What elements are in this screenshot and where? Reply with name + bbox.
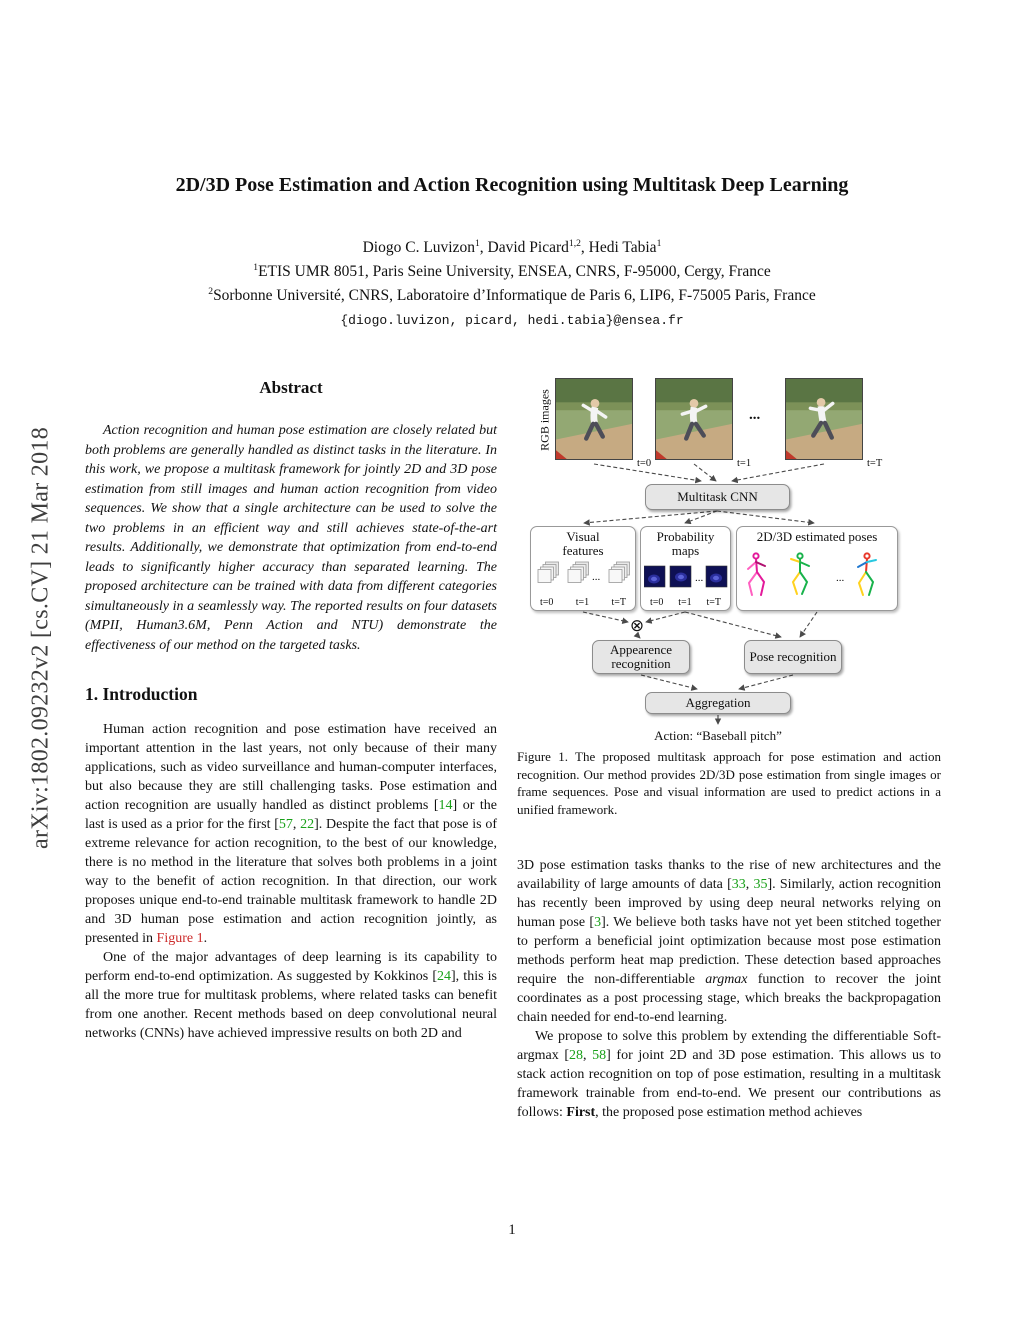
citation-link[interactable]: 57: [278, 817, 293, 832]
section-heading-introduction: 1. Introduction: [85, 684, 198, 704]
action-result-label: Action: “Baseball pitch”: [654, 728, 782, 743]
visual-features-title: Visual features: [562, 529, 604, 558]
abstract-heading: Abstract: [259, 378, 323, 397]
heatmaps-ellipsis: ...: [694, 572, 703, 584]
citation-link[interactable]: 33: [731, 877, 746, 892]
paper-header: [85, 172, 939, 328]
citation-link[interactable]: 35: [753, 877, 768, 892]
text-segment: ], this is all the more true for multitask problems, where related tasks can benefit from one another. Recent methods based on deep convolutional neural networks (CNNs) have achieved impressive results on both 2D and: [85, 969, 498, 1041]
arxiv-watermark: arXiv:1802.09232v2 [cs.CV] 21 Mar 2018: [27, 426, 54, 850]
text-segment: , the proposed pose estimation method achieves: [595, 1105, 863, 1120]
text-segment: We propose to solve this problem by extending the differentiable Soft-argmax [: [517, 1029, 941, 1063]
text-segment: ]. Similarly, action recognition has recently been improved by using deep neural networks relying on human pose [: [517, 877, 942, 930]
text-segment: First: [566, 1105, 596, 1120]
multitask-cnn-box: Multitask CNN: [645, 484, 790, 510]
pose-skeletons: [742, 548, 892, 604]
citation-link[interactable]: 22: [300, 817, 315, 832]
rgb-frame-thumbnail-t1: [655, 378, 733, 460]
citation-link[interactable]: 3: [594, 915, 602, 930]
figure-1: [517, 374, 941, 746]
text-segment: ]. We believe both tasks have not yet been stitched together to perform a beneficial joint optimization because most pose estimation methods perform heat map prediction. These detection based approaches require the non-differentiable: [517, 915, 941, 987]
frames-ellipsis: ...: [749, 407, 761, 423]
text-segment: function to recover the joint coordinates as a post processing stage, which breaks the backpropagation chain needed for end-to-end learning.: [517, 972, 941, 1025]
text-segment: Human action recognition and pose estimation have received an important attention in the last years, not only because of their many applications, such as video surveillance and human-computer interfaces, but also because they are still challenging tasks. Pose estimation and action recognition are usually handled as distinct problems [: [85, 722, 497, 813]
right-column-paragraph-2: [517, 1027, 941, 1122]
frame-time-label-t1: t=1: [737, 458, 752, 469]
timestep-label: t=0: [650, 597, 664, 608]
right-column-paragraph-1: [517, 856, 941, 1027]
visual-features-ticks: [535, 597, 631, 608]
page-number: 1: [508, 1222, 516, 1238]
figure-reference[interactable]: Figure 1: [156, 931, 204, 946]
text-segment: ] or the last is used as a prior for the first [: [85, 798, 497, 832]
heatmap-thumbnails: [644, 564, 728, 590]
probability-maps-box: [640, 526, 731, 611]
introduction-paragraph-1: [85, 720, 497, 948]
rgb-frame-thumbnail-t0: [555, 378, 633, 460]
text-segment: 1: [656, 237, 662, 249]
text-segment: 1,2: [568, 237, 581, 249]
text-segment: Diogo C. Luvizon: [362, 239, 475, 256]
timestep-label: t=T: [706, 597, 721, 608]
timestep-label: t=1: [575, 597, 590, 608]
text-segment: ]. Despite the fact that pose is of extreme relevance for action recognition, to the best of our knowledge, there is no method in the literature that solves both problems in a joint way to the benefit of action recognition. In that direction, our work proposes unique end-to-end trainable multitask framework to handle 2D and 3D human pose estimation and action recognition jointly, as presented in: [85, 817, 497, 946]
estimated-poses-art: [742, 544, 892, 609]
visual-features-art: [535, 557, 631, 597]
estimated-poses-title: 2D/3D estimated poses: [756, 529, 878, 544]
introduction-paragraph-2: [85, 948, 497, 1043]
authors-line: [85, 236, 939, 260]
timestep-label: t=T: [611, 597, 626, 608]
text-segment: .: [203, 931, 208, 946]
text-segment: One of the major advantages of deep learning is its capability to perform end-to-end optimization. As suggested by Kokkinos [: [85, 950, 497, 984]
text-segment: argmax: [705, 972, 748, 987]
appearance-recognition-box: Appearence recognition: [592, 640, 690, 674]
text-segment: ,: [292, 817, 301, 832]
rgb-frame-thumbnail-tT: [785, 378, 863, 460]
text-segment: 3D pose estimation tasks thanks to the rise of new architectures and the availability of large amounts of data [: [517, 858, 941, 892]
text-segment: 1: [253, 261, 259, 273]
right-column: [517, 374, 941, 1122]
probability-maps-ticks: [645, 597, 726, 608]
abstract-text: Action recognition and human pose estimation are closely related but both problems are generally handled as distinct tasks in the literature. In this work, we propose a multitask framework for jointly 2D and 3D pose estimation from still images and human action recognition from video sequences. We show that a single architecture can be used to solve the two problems in an efficient way and still achieves state-of-the-art results. Additionally, we demonstrate that optimization from end-to-end leads to significantly higher accuracy than separated learning. The proposed architecture can be trained with data from different categories simultaneously in a seamlessly way. The reported results on four datasets (MPII, Human3.6M, Penn Action and NTU) demonstrate the effectiveness of our method on the targeted tasks.: [85, 423, 497, 653]
text-segment: Sorbonne Université, CNRS, Laboratoire d’Informatique de Paris 6, LIP6, F-75005 Paris, France: [213, 286, 816, 304]
poses-ellipsis: ...: [836, 571, 845, 584]
text-segment: 1: [474, 237, 480, 249]
text-segment: ,: [583, 1048, 593, 1063]
timestep-label: t=1: [678, 597, 692, 608]
baseball-frame-art: [556, 379, 632, 459]
affiliation-2: [85, 284, 939, 308]
citation-link[interactable]: 58: [592, 1048, 607, 1063]
text-segment: ETIS UMR 8051, Paris Seine University, ENSEA, CNRS, F-95000, Cergy, France: [258, 263, 771, 280]
timestep-label: t=0: [540, 597, 554, 608]
feature-maps-ellipsis: ...: [592, 571, 601, 583]
baseball-frame-art: [786, 379, 862, 459]
figure-1-caption: Figure 1. The proposed multitask approach for pose estimation and action recognition. Our method provides 2D/3D pose estimation from single images or frame sequences. Pose and visual information are used to predict actions in a unified framework.: [517, 749, 941, 817]
frame-time-label-t0: t=0: [637, 458, 652, 469]
probability-maps-art: [644, 557, 728, 597]
rgb-images-label: RGB images: [537, 389, 552, 451]
citation-link[interactable]: 28: [569, 1048, 584, 1063]
multiply-operator-icon: ⊗: [629, 616, 645, 635]
affiliation-1: [85, 260, 939, 284]
author-emails: {diogo.luvizon, picard, hedi.tabia}@ensea.fr: [340, 313, 684, 328]
left-column: [85, 378, 497, 1043]
visual-features-box: [530, 526, 636, 611]
text-segment: , David Picard: [479, 239, 569, 256]
pose-recognition-box: Pose recognition: [744, 640, 842, 674]
text-segment: ,: [745, 877, 754, 892]
text-segment: 2: [208, 285, 214, 297]
frame-time-label-tT: t=T: [867, 458, 883, 469]
citation-link[interactable]: 14: [438, 798, 453, 813]
text-segment: ] for joint 2D and 3D pose estimation. This allows us to stack action recognition on top of pose estimation, resulting in a multitask framework trainable from end-to-end. We present our contributions as follows:: [517, 1048, 942, 1120]
baseball-frame-art: [656, 379, 732, 459]
aggregation-box: Aggregation: [645, 692, 791, 714]
probability-maps-title: Probability maps: [656, 529, 715, 558]
feature-map-stacks: [535, 560, 631, 594]
paper-title: 2D/3D Pose Estimation and Action Recognition using Multitask Deep Learning: [175, 174, 849, 196]
text-segment: , Hedi Tabia: [580, 239, 657, 256]
citation-link[interactable]: 24: [437, 969, 452, 984]
estimated-poses-box: [736, 526, 898, 611]
